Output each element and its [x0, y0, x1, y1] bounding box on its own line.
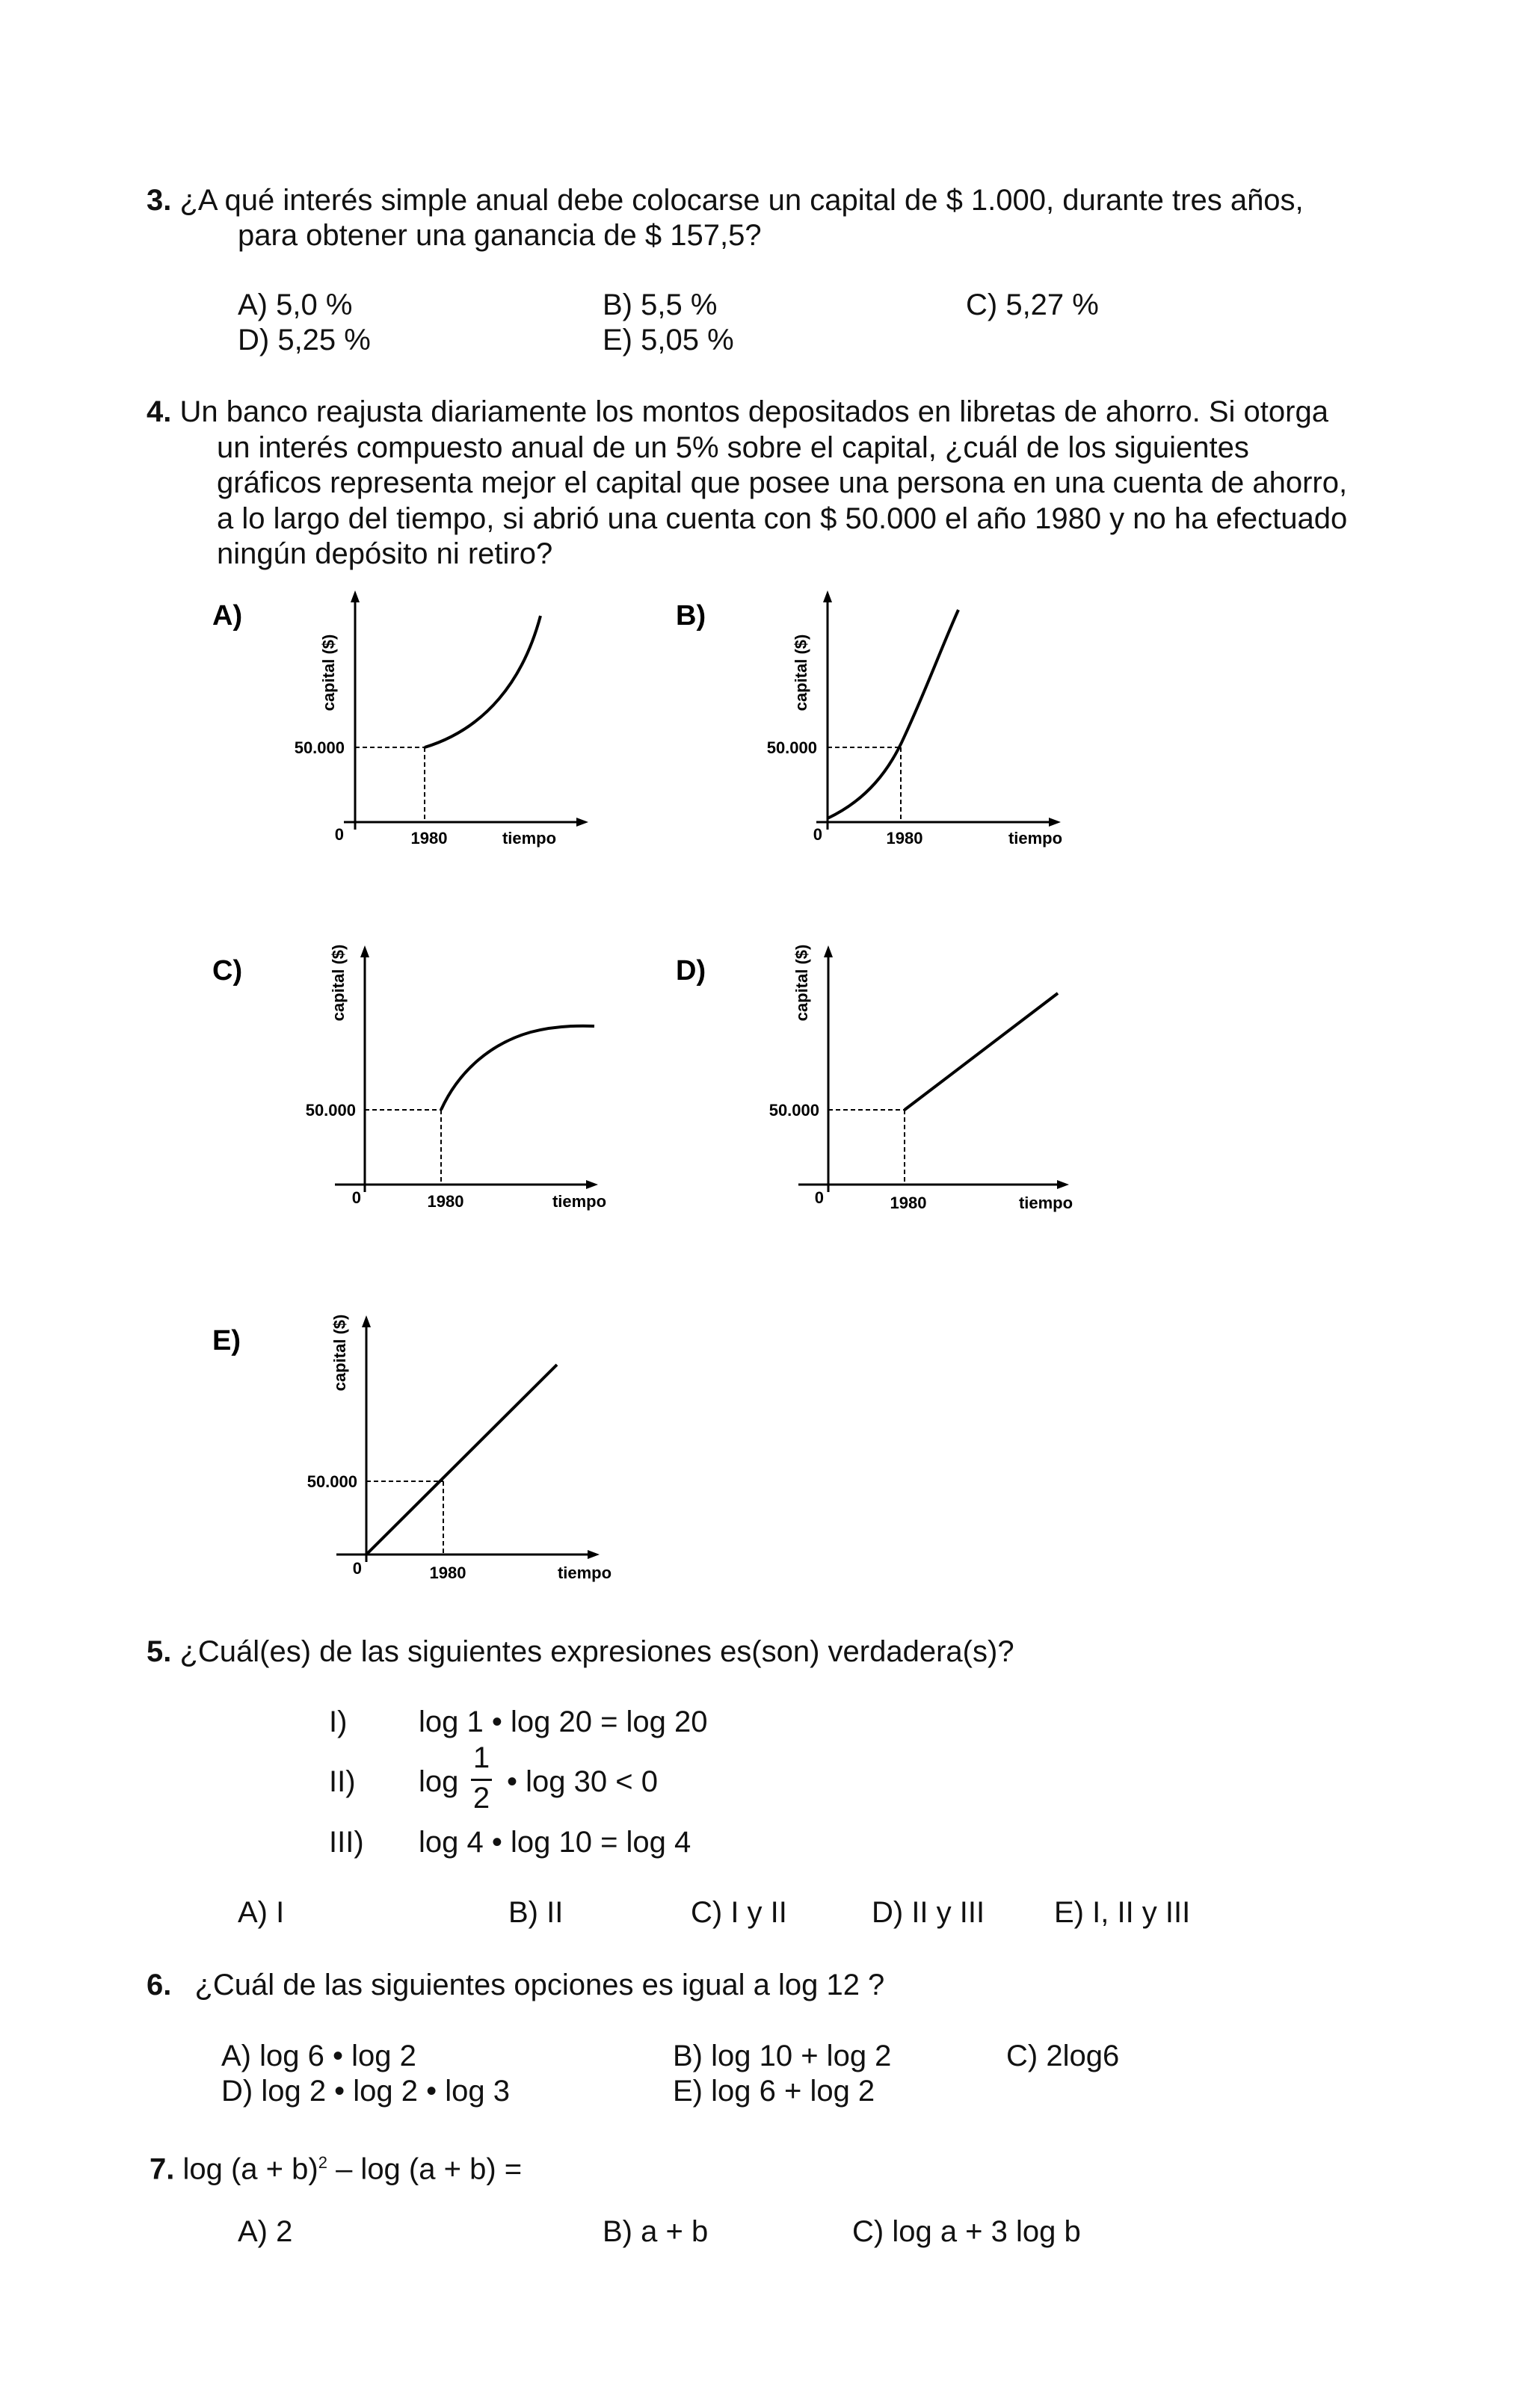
y-tick-label: 50.000	[305, 1101, 356, 1120]
origin-label: 0	[814, 1188, 824, 1207]
fraction-numerator: 1	[472, 1741, 490, 1774]
q6-text-body: ¿Cuál de las siguientes opciones es igual a log 12 ?	[194, 1969, 885, 2001]
curve	[905, 993, 1058, 1110]
q3-option-e[interactable]: E) 5,05 %	[603, 324, 734, 356]
q7-pre: log (a + b)	[182, 2152, 318, 2186]
y-axis-label: capital ($)	[330, 1314, 349, 1392]
q3-line2: para obtener una ganancia de $ 157,5?	[238, 219, 762, 252]
graph-c[interactable]	[202, 938, 620, 1229]
q4-line1-text: Un banco reajusta diariamente los montos depositados en libretas de ahorro. Si otorga	[179, 395, 1328, 428]
q3-number: 3.	[147, 184, 172, 217]
q3-option-c[interactable]: C) 5,27 %	[966, 288, 1099, 321]
x-axis-label: tiempo	[1008, 829, 1063, 848]
q7-number: 7.	[150, 2152, 175, 2186]
x-axis	[344, 818, 588, 827]
graph-b[interactable]	[665, 583, 1084, 867]
x-tick-label: 1980	[429, 1563, 466, 1582]
q6-number: 6.	[147, 1969, 172, 2001]
q5-number: 5.	[147, 1635, 172, 1668]
x-axis	[336, 1550, 600, 1559]
x-axis	[335, 1180, 598, 1189]
q4-line5: ningún depósito ni retiro?	[217, 537, 553, 570]
q5-text-body: ¿Cuál(es) de las siguientes expresiones es(son) verdadera(s)?	[179, 1635, 1014, 1668]
q5-option-b[interactable]: B) II	[508, 1896, 564, 1929]
q5-option-d[interactable]: D) II y III	[872, 1896, 985, 1929]
y-tick-label: 50.000	[306, 1472, 357, 1491]
curve	[425, 616, 540, 747]
q5-item-iii-roman: III)	[329, 1826, 364, 1859]
x-axis	[816, 818, 1061, 827]
q5-item-ii-roman: II)	[329, 1765, 356, 1798]
curve	[366, 1365, 557, 1555]
q4-line1	[147, 394, 1328, 430]
x-axis	[798, 1180, 1069, 1189]
q4-number: 4.	[147, 395, 172, 428]
x-axis-label: tiempo	[557, 1563, 612, 1582]
y-tick-label: 50.000	[768, 1101, 819, 1120]
graph-a-label: A)	[212, 600, 243, 632]
x-tick-label: 1980	[427, 1192, 464, 1211]
q5-item-i-expr: log 1 • log 20 = log 20	[419, 1705, 708, 1738]
q3-line1: ¿A qué interés simple anual debe colocarse un capital de $ 1.000, durante tres años,	[179, 184, 1304, 217]
y-axis	[351, 590, 360, 830]
q5-option-c[interactable]: C) I y II	[691, 1896, 787, 1929]
q7-option-c[interactable]: C) log a + 3 log b	[852, 2215, 1081, 2248]
graph-d-label: D)	[676, 955, 706, 987]
q7-sup: 2	[318, 2153, 327, 2172]
graph-e[interactable]	[202, 1308, 620, 1599]
q3-option-b[interactable]: B) 5,5 %	[603, 288, 718, 321]
graph-d[interactable]	[665, 938, 1084, 1229]
y-tick-label: 50.000	[766, 738, 817, 757]
q7-option-b[interactable]: B) a + b	[603, 2215, 709, 2248]
q6-option-a[interactable]: A) log 6 • log 2	[221, 2040, 416, 2072]
graph-a[interactable]	[202, 583, 620, 867]
q4-line4: a lo largo del tiempo, si abrió una cuenta con $ 50.000 el año 1980 y no ha efectuado	[217, 502, 1348, 535]
q6-option-b[interactable]: B) log 10 + log 2	[673, 2040, 892, 2072]
x-axis-label: tiempo	[552, 1192, 607, 1211]
fraction-bar	[471, 1779, 492, 1781]
q5-item-ii-pre: log	[419, 1765, 459, 1798]
y-axis-label: capital ($)	[329, 944, 348, 1022]
x-tick-label: 1980	[886, 829, 923, 848]
q7-post: – log (a + b) =	[327, 2152, 523, 2186]
q5-item-iii-expr: log 4 • log 10 = log 4	[419, 1826, 691, 1859]
fraction-denominator: 2	[472, 1782, 490, 1815]
q6-option-d[interactable]: D) log 2 • log 2 • log 3	[221, 2075, 510, 2108]
curve	[828, 610, 958, 818]
q5-option-a[interactable]: A) I	[238, 1896, 285, 1929]
q4-line2: un interés compuesto anual de un 5% sobre el capital, ¿cuál de los siguientes	[217, 431, 1249, 464]
origin-label: 0	[352, 1559, 362, 1578]
x-axis-label: tiempo	[1018, 1194, 1073, 1212]
y-axis-label: capital ($)	[792, 944, 811, 1022]
q7-option-a[interactable]: A) 2	[238, 2215, 293, 2248]
graph-c-label: C)	[212, 955, 243, 987]
y-tick-label: 50.000	[294, 738, 345, 757]
q3-option-a[interactable]: A) 5,0 %	[238, 288, 353, 321]
origin-label: 0	[813, 825, 822, 844]
q5-option-e[interactable]: E) I, II y III	[1054, 1896, 1191, 1929]
y-axis	[824, 945, 833, 1192]
graph-b-label: B)	[676, 600, 706, 632]
origin-label: 0	[351, 1188, 361, 1207]
q6-text	[147, 1967, 884, 2003]
y-axis-label: capital ($)	[792, 634, 810, 711]
q5-text	[147, 1634, 1014, 1670]
graph-e-label: E)	[212, 1325, 241, 1356]
q4-line3: gráficos representa mejor el capital que posee una persona en una cuenta de ahorro,	[217, 466, 1348, 499]
x-tick-label: 1980	[890, 1194, 927, 1212]
q5-item-ii-post: • log 30 < 0	[507, 1765, 658, 1798]
q3-option-d[interactable]: D) 5,25 %	[238, 324, 371, 356]
y-axis	[360, 945, 369, 1192]
q7-text	[150, 2145, 522, 2187]
q3-text	[147, 182, 1304, 218]
x-axis-label: tiempo	[502, 829, 557, 848]
origin-label: 0	[334, 825, 344, 844]
y-axis	[823, 590, 832, 830]
q6-option-e[interactable]: E) log 6 + log 2	[673, 2075, 875, 2108]
q6-option-c[interactable]: C) 2log6	[1006, 2040, 1120, 2072]
x-tick-label: 1980	[410, 829, 448, 848]
q5-item-i-roman: I)	[329, 1705, 348, 1738]
y-axis-label: capital ($)	[319, 634, 338, 711]
y-axis	[362, 1315, 371, 1562]
curve	[441, 1026, 594, 1110]
